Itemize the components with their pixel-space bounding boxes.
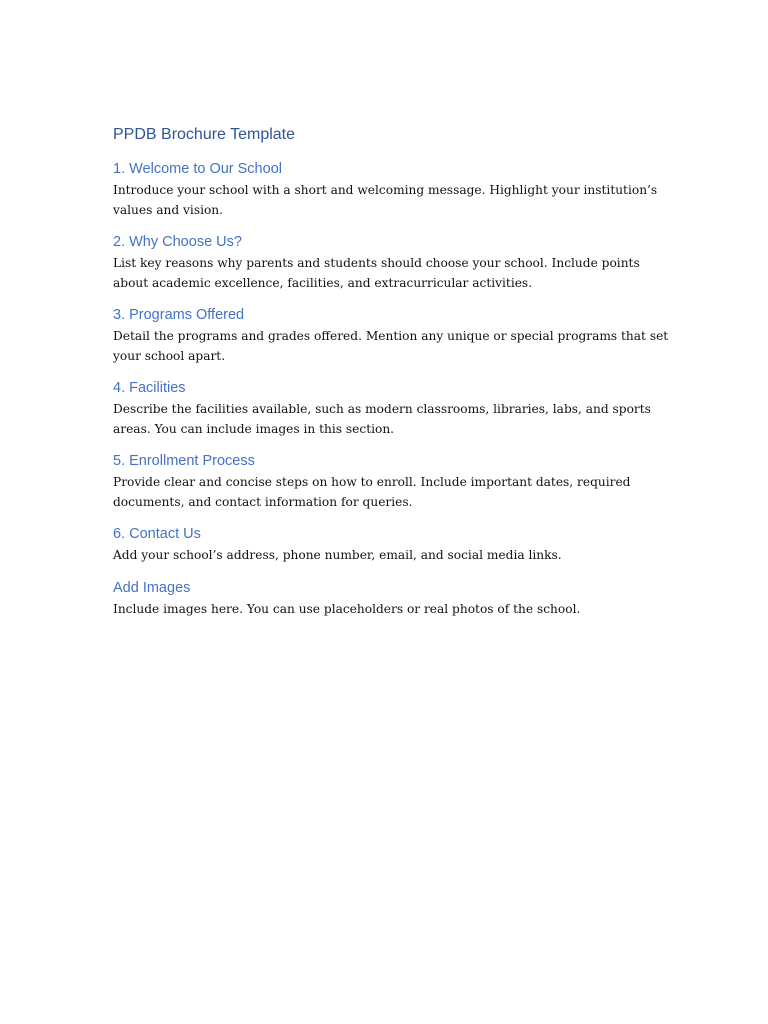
document-page xyxy=(113,124,673,631)
section-welcome xyxy=(113,159,673,220)
section-body: Detail the programs and grades offered. Mention any unique or special programs that set your school apart. xyxy=(113,329,669,363)
section-heading: 6. Contact Us xyxy=(113,526,201,542)
section-body: Include images here. You can use placeholders or real photos of the school. xyxy=(113,601,581,616)
section-heading: Add Images xyxy=(113,579,191,596)
section-heading: 3. Programs Offered xyxy=(113,307,245,323)
section-heading: 4. Facilities xyxy=(113,380,186,396)
section-body: Add your school’s address, phone number, email, and social media links. xyxy=(113,548,562,562)
section-heading: 5. Enrollment Process xyxy=(113,453,255,469)
section-body: Provide clear and concise steps on how to enroll. Include important dates, required documents, and contact information for queries. xyxy=(113,475,631,509)
section-body: List key reasons why parents and students should choose your school. Include points about academic excellence, facilities, and extracurricular activities. xyxy=(113,256,640,290)
section-heading: 2. Why Choose Us? xyxy=(113,234,242,250)
section-facilities xyxy=(113,378,673,439)
document-title: PPDB Brochure Template xyxy=(113,126,296,143)
section-body: Describe the facilities available, such as modern classrooms, libraries, labs, and sports areas. You can include images in this section. xyxy=(113,402,651,436)
section-body: Introduce your school with a short and welcoming message. Highlight your institution’s values and vision. xyxy=(113,183,658,217)
section-heading: 1. Welcome to Our School xyxy=(113,161,282,177)
section-add-images xyxy=(113,578,673,620)
section-programs xyxy=(113,305,673,366)
section-contact xyxy=(113,524,673,566)
section-enrollment xyxy=(113,451,673,512)
section-why-choose-us xyxy=(113,232,673,293)
